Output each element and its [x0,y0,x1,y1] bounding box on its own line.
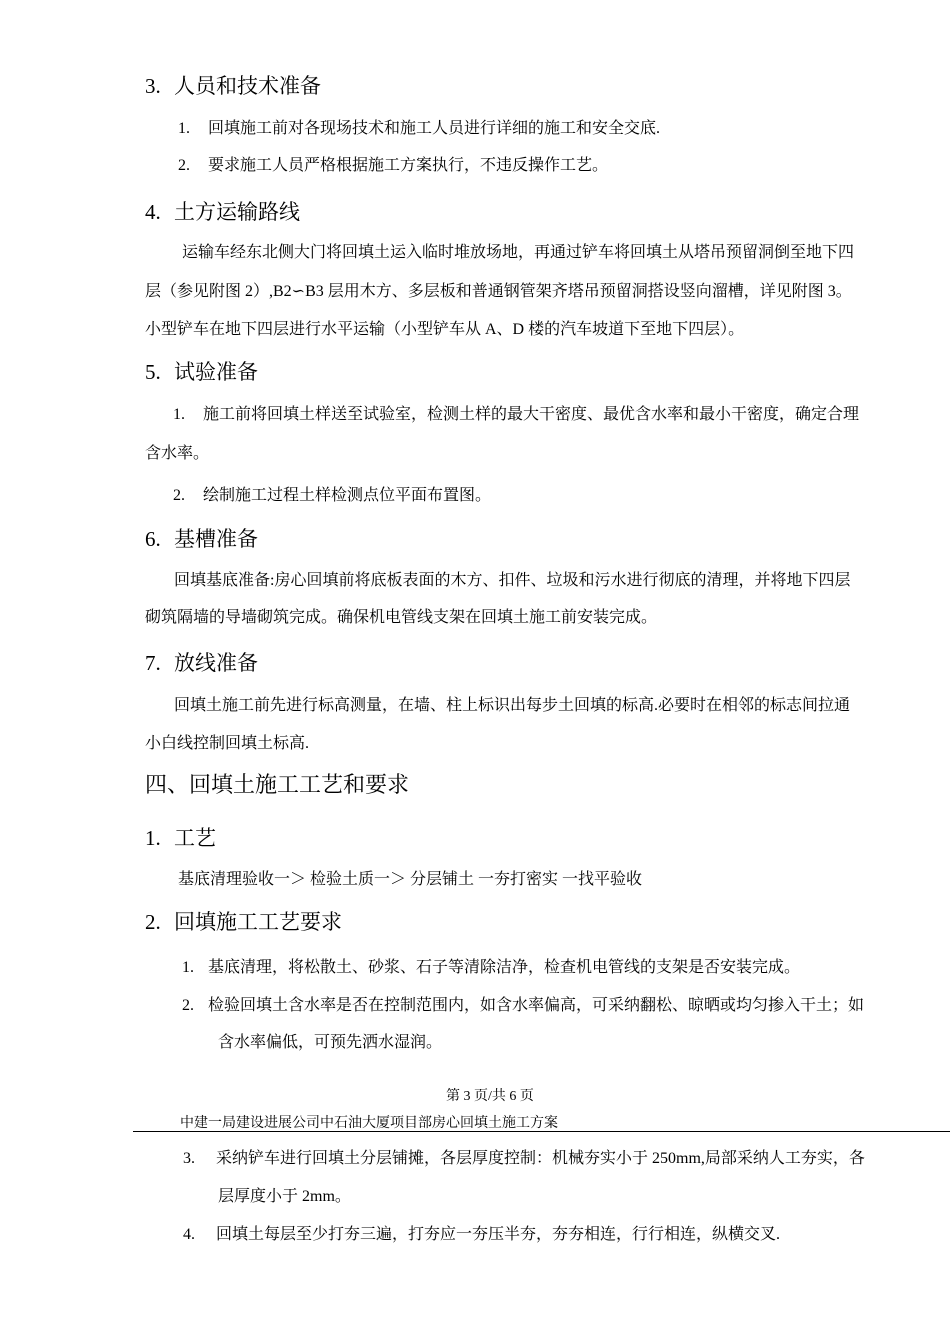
paragraph-line: 砌筑隔墙的导墙砌筑完成。确保机电管线支架在回填土施工前安装完成。 [145,609,658,626]
section-number: 3. [145,74,161,98]
paragraph-line: 小型铲车在地下四层进行水平运输（小型铲车从 A、D 楼的汽车坡道下至地下四层）。 [145,321,745,338]
list-item: 1. 施工前将回填土样送至试验室，检测土样的最大干密度、最优含水率和最小干密度，确定合理 [173,406,860,423]
list-item: 1. 回填施工前对各现场技术和施工人员进行详细的施工和安全交底. [178,120,661,137]
section-4-heading: 4. 土方运输路线 [145,200,300,224]
paragraph-line: 回填土施工前先进行标高测量，在墙、柱上标识出每步土回填的标高.必要时在相邻的标志间拉通 [174,697,851,714]
footer-org-line: 中建一局建设进展公司中石油大厦项目部房心回填土施工方案 [180,1116,558,1131]
list-item: 3. 采纳铲车进行回填土分层铺摊，各层厚度控制：机械夯实小于 250mm,局部采纳人工夯实，各 [183,1150,865,1167]
paragraph-line: 层（参见附图 2）,B2∽B3 层用木方、多层板和普通钢管架齐塔吊预留洞搭设竖向溜槽，详见附图 3。 [145,283,852,300]
section-3-heading [145,70,321,100]
page-divider [133,1131,950,1132]
list-item: 2. 检验回填土含水率是否在控制范围内，如含水率偏高，可采纳翻松、晾晒或均匀掺入干土；如 [182,997,865,1014]
paragraph-line: 运输车经东北侧大门将回填土运入临时堆放场地，再通过铲车将回填土从塔吊预留洞倒至地下四 [182,244,855,261]
list-item: 2. 绘制施工过程土样检测点位平面布置图。 [173,487,492,504]
list-item: 2. 要求施工人员严格根据施工方案执行，不违反操作工艺。 [178,157,609,174]
paragraph-line: 含水率偏低，可预先洒水湿润。 [218,1034,443,1051]
process-flow: 基底清理验收一＞ 检验土质一＞ 分层铺土 一夯打密实 一找平验收 [178,871,643,888]
paragraph-line: 回填基底准备:房心回填前将底板表面的木方、扣件、垃圾和污水进行彻底的清理，并将地下四层 [174,572,851,589]
subsection-2-heading: 2. 回填施工工艺要求 [145,910,342,934]
paragraph-line: 层厚度小于 2mm。 [218,1188,351,1205]
subsection-1-heading: 1. 工艺 [145,826,216,850]
section-6-heading: 6. 基槽准备 [145,527,258,551]
paragraph-line: 含水率。 [145,445,210,462]
page-number: 第 3 页/共 6 页 [446,1089,534,1104]
section-5-heading: 5. 试验准备 [145,360,258,384]
list-item: 1. 基底清理，将松散土、砂浆、石子等清除洁净，检查机电管线的支架是否安装完成。 [182,959,801,976]
chapter-heading: 四、回填土施工工艺和要求 [145,772,410,797]
section-7-heading: 7. 放线准备 [145,651,258,675]
section-title: 人员和技术准备 [174,74,321,98]
list-item: 4. 回填土每层至少打夯三遍，打夯应一夯压半夯，夯夯相连，行行相连，纵横交叉. [183,1226,781,1243]
paragraph-line: 小白线控制回填土标高. [145,735,310,752]
